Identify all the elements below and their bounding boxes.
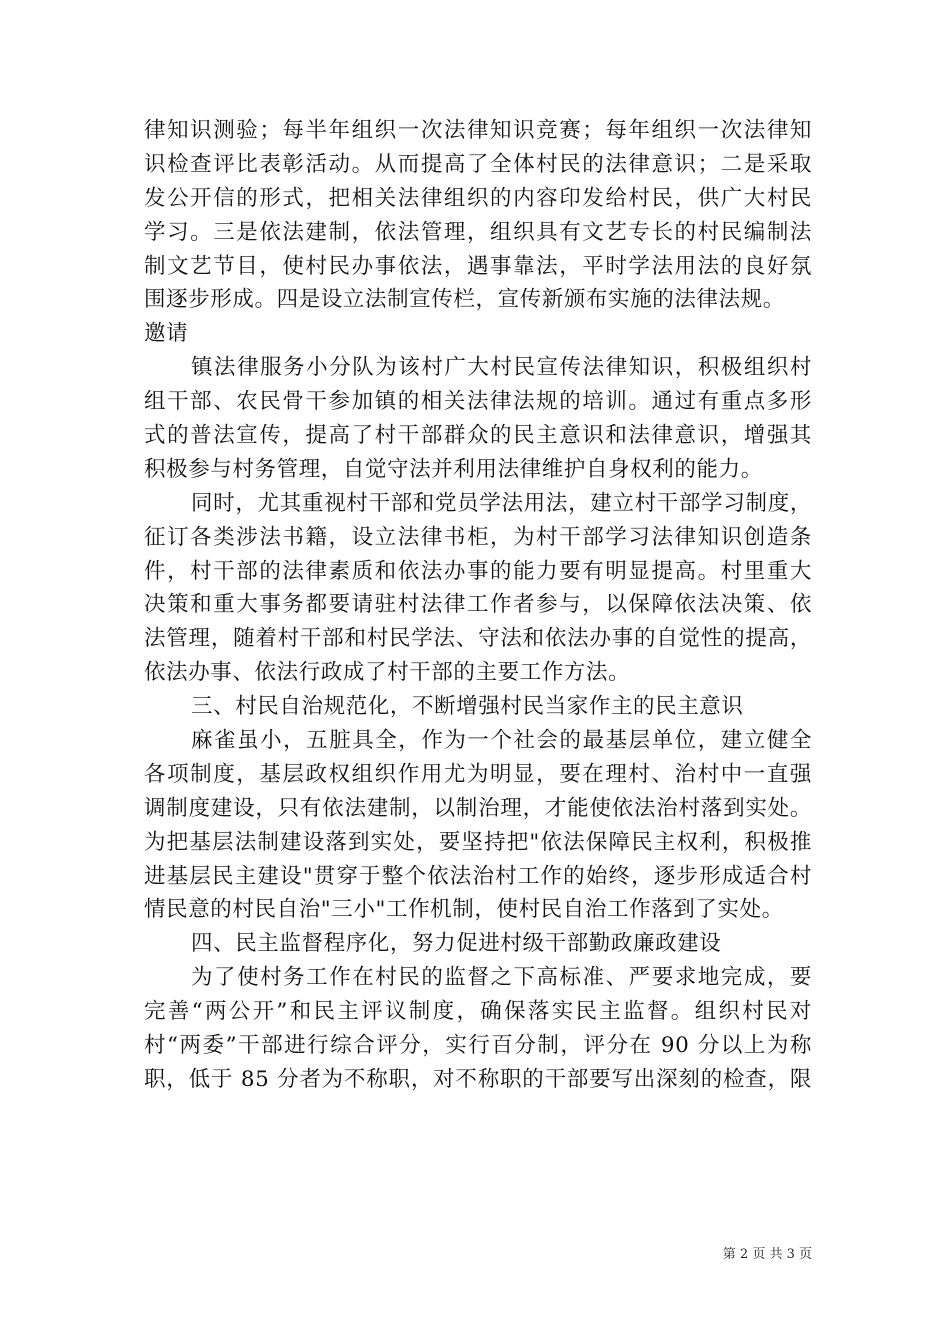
text-line: 式的普法宣传，提高了村干部群众的民主意识和法律意识，增强其 bbox=[144, 423, 812, 449]
text-line: 组干部、农民骨干参加镇的相关法律法规的培训。通过有重点多形 bbox=[144, 389, 812, 415]
text-line: 调制度建设，只有依法建制，以制治理，才能使依法治村落到实处。 bbox=[144, 795, 812, 821]
document-body bbox=[144, 114, 812, 1097]
paragraph-first-line: 为了使村务工作在村民的监督之下高标准、严要求地完成，要 bbox=[191, 965, 812, 991]
text-line: 律知识测验；每半年组织一次法律知识竞赛；每年组织一次法律知 bbox=[144, 118, 812, 143]
text-line: 学习。三是依法建制，依法管理，组织具有文艺专长的村民编制法 bbox=[144, 219, 812, 245]
text-line: 积极参与村务管理，自觉守法并利用法律维护自身权利的能力。 bbox=[144, 456, 763, 482]
text-line: 依法办事、依法行政成了村干部的主要工作方法。 bbox=[144, 660, 631, 686]
paragraph-first-line: 麻雀虽小，五脏具全，作为一个社会的最基层单位，建立健全 bbox=[191, 728, 812, 754]
section-heading-3: 三、村民自治规范化，不断增强村民当家作主的民主意识 bbox=[191, 694, 744, 720]
text-line: 进基层民主建设"贯穿于整个依法治村工作的始终，逐步形成适合村 bbox=[144, 863, 812, 889]
text-line: 发公开信的形式，把相关法律组织的内容印发给村民，供广大村民 bbox=[144, 185, 812, 211]
text-line: 法管理，随着村干部和村民学法、守法和依法办事的自觉性的提高， bbox=[144, 626, 812, 652]
paragraph-first-line: 同时，尤其重视村干部和党员学法用法，建立村干部学习制度， bbox=[191, 490, 812, 516]
page-number: 第 2 页 共 3 页 bbox=[722, 1247, 812, 1262]
text-line: 完善“两公开”和民主评议制度，确保落实民主监督。组织村民对 bbox=[144, 999, 812, 1025]
text-line: 征订各类涉法书籍，设立法律书柜，为村干部学习法律知识创造条 bbox=[144, 524, 812, 550]
text-line: 制文艺节目，使村民办事依法，遇事靠法，平时学法用法的良好氛 bbox=[144, 253, 812, 279]
text-line: 情民意的村民自治"三小"工作机制，使村民自治工作落到了实处。 bbox=[144, 897, 784, 923]
section-heading-4: 四、民主监督程序化，努力促进村级干部勤政廉政建设 bbox=[191, 931, 722, 957]
text-line: 围逐步形成。四是设立法制宣传栏，宣传新颁布实施的法律法规。 bbox=[144, 287, 785, 313]
text-line: 为把基层法制建设落到实处，要坚持把"依法保障民主权利，积极推 bbox=[144, 829, 812, 855]
text-line: 邀请 bbox=[144, 321, 189, 347]
text-line: 村“两委”干部进行综合评分，实行百分制，评分在 90 分以上为称 bbox=[144, 1033, 812, 1059]
text-line: 决策和重大事务都要请驻村法律工作者参与，以保障依法决策、依 bbox=[144, 592, 812, 618]
text-line: 各项制度，基层政权组织作用尤为明显，要在理村、治村中一直强 bbox=[144, 761, 812, 787]
text-line: 识检查评比表彰活动。从而提高了全体村民的法律意识；二是采取 bbox=[144, 151, 812, 177]
paragraph-first-line: 镇法律服务小分队为该村广大村民宣传法律知识，积极组织村 bbox=[191, 355, 812, 381]
text-line: 职，低于 85 分者为不称职，对不称职的干部要写出深刻的检查，限 bbox=[144, 1066, 812, 1092]
text-line: 件，村干部的法律素质和依法办事的能力要有明显提高。村里重大 bbox=[144, 558, 812, 584]
